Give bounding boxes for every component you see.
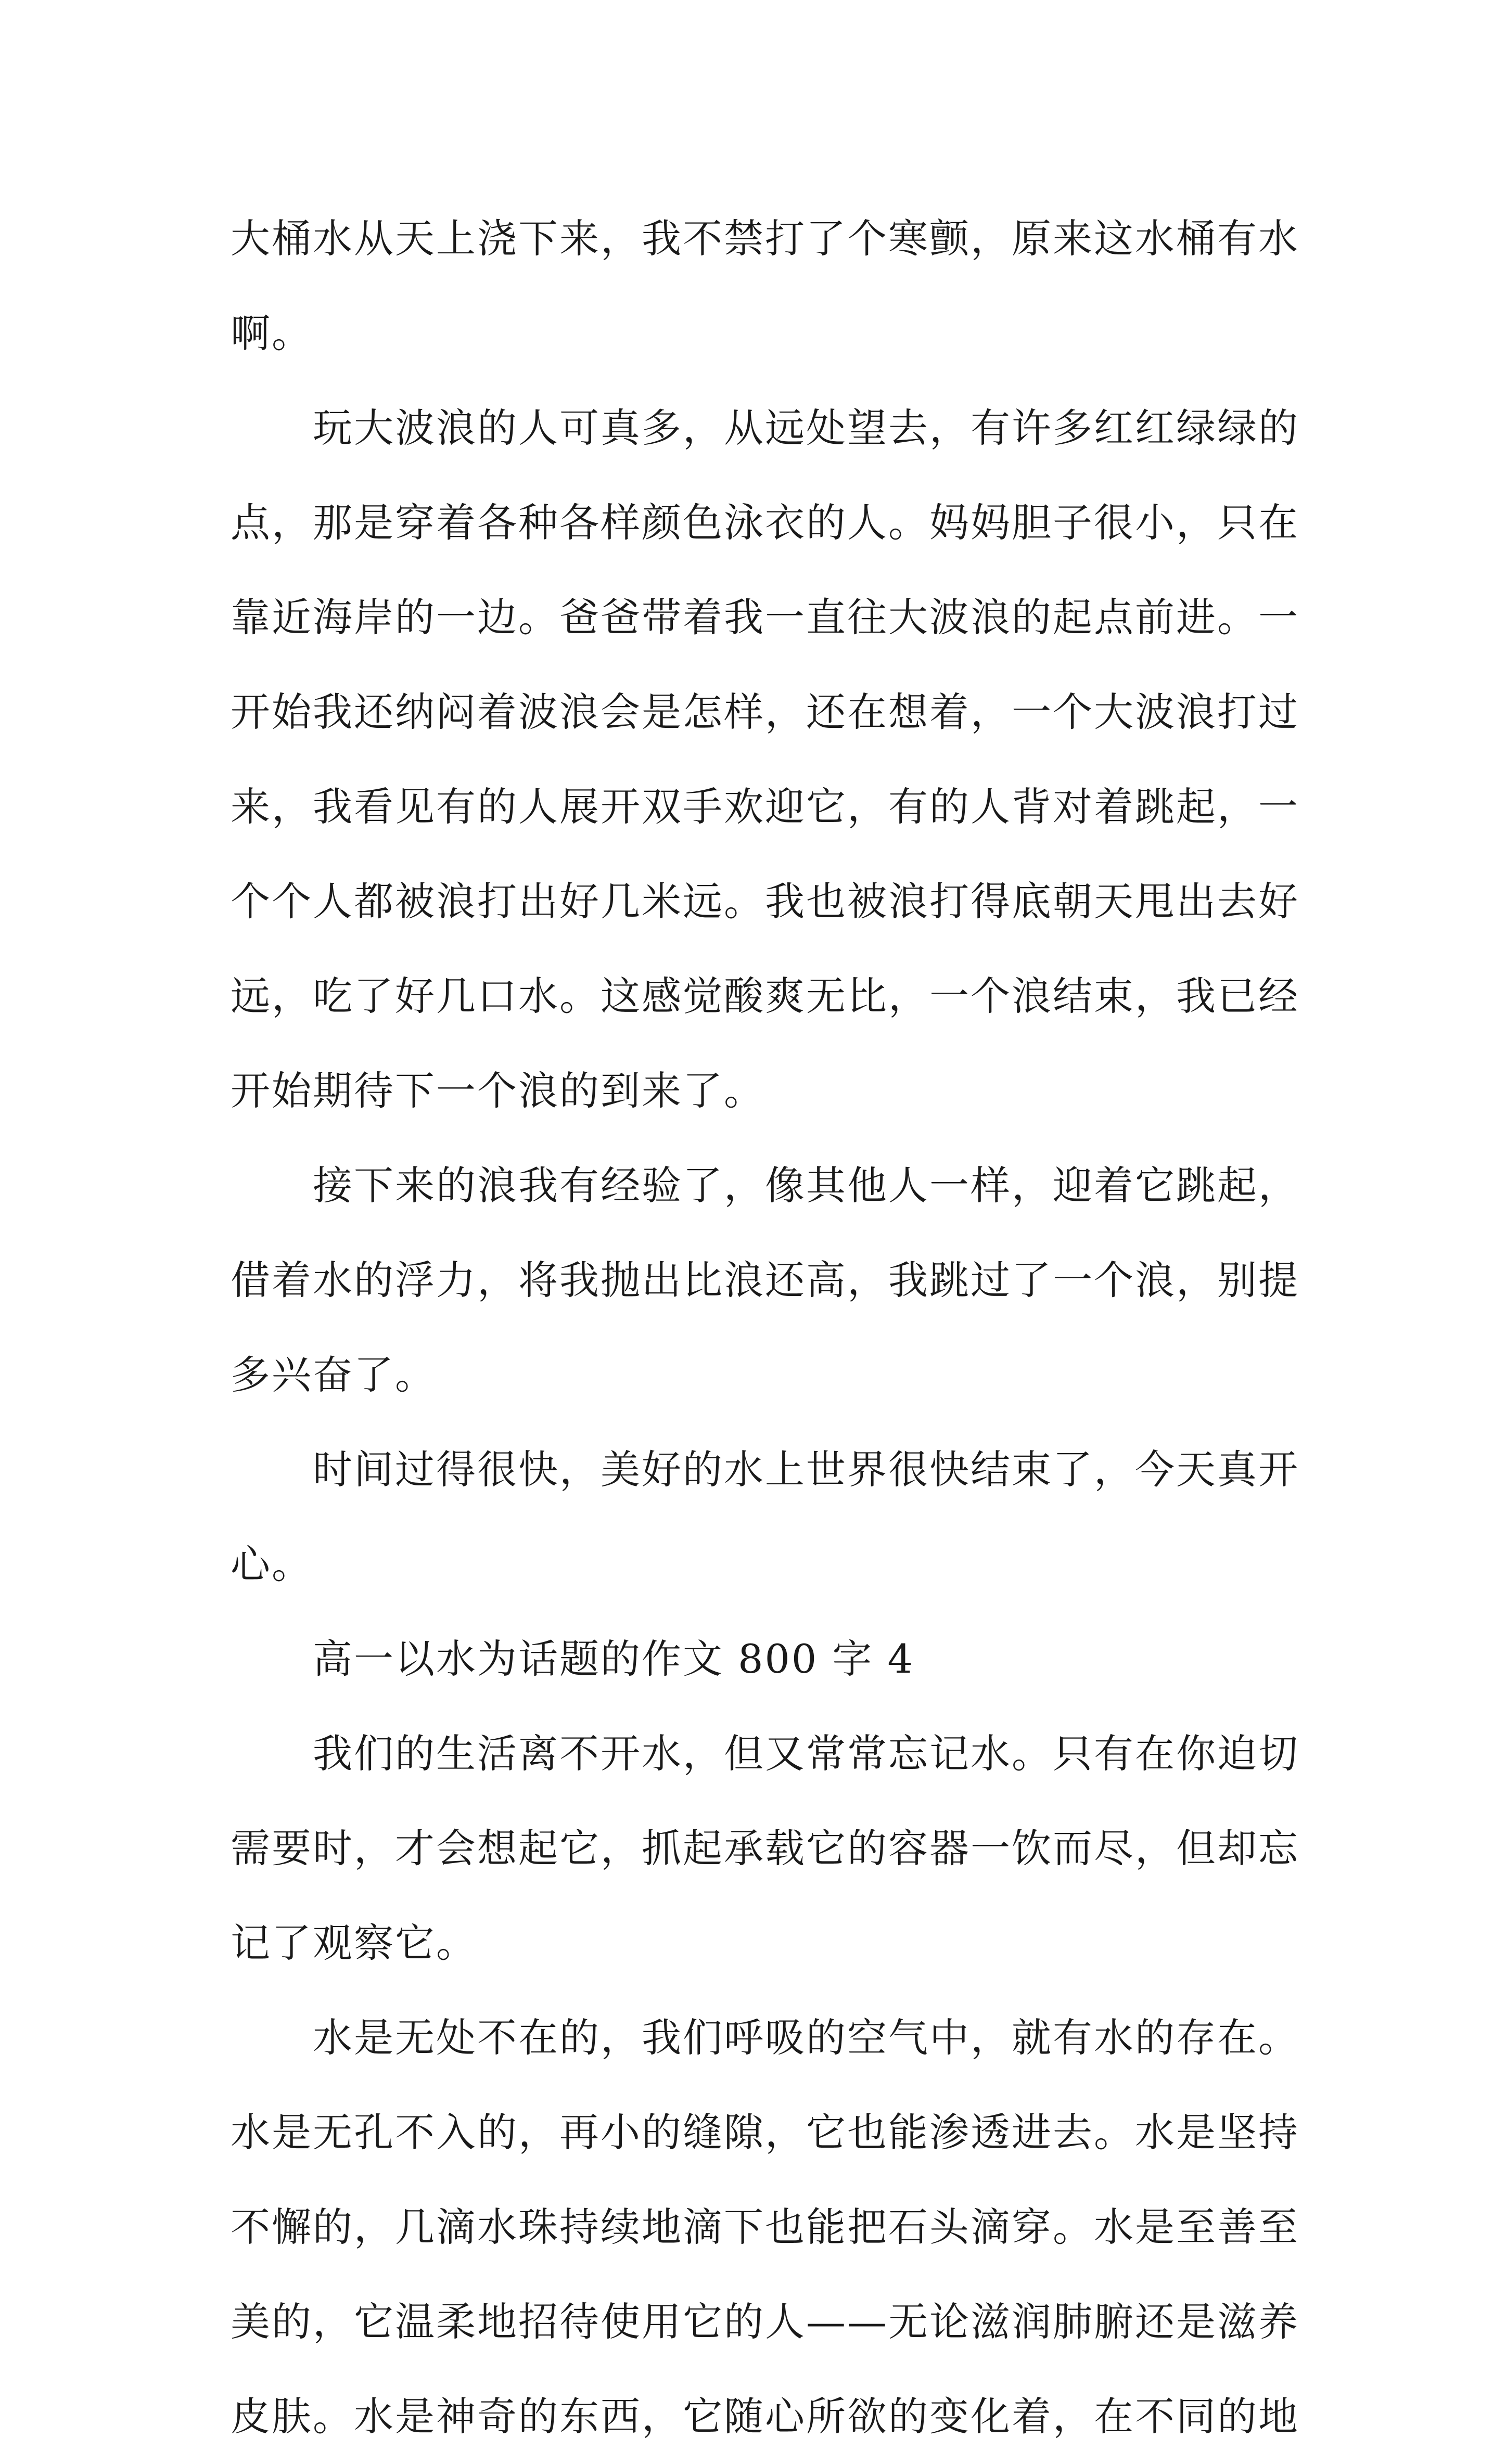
text-line: 点，那是穿着各种各样颜色泳衣的人。妈妈胆子很小，只在 (231, 499, 1299, 546)
text-line: 不懈的，几滴水珠持续地滴下也能把石头滴穿。水是至善至 (231, 2204, 1299, 2250)
text-line: 开始我还纳闷着波浪会是怎样，还在想着，一个大波浪打过 (231, 689, 1299, 735)
text-line: 借着水的浮力，将我抛出比浪还高，我跳过了一个浪，别提 (231, 1257, 1299, 1303)
text-line: 远，吃了好几口水。这感觉酸爽无比，一个浪结束，我已经 (231, 973, 1299, 1019)
text-line: 水是无孔不入的，再小的缝隙，它也能渗透进去。水是坚持 (231, 2109, 1299, 2155)
text-line: 啊。 (231, 310, 313, 356)
section-heading: 高一以水为话题的作文 800 字 4 (313, 1636, 914, 1682)
text-line: 皮肤。水是神奇的东西，它随心所欲的变化着，在不同的地 (231, 2393, 1299, 2440)
text-line: 记了观察它。 (231, 1920, 477, 1966)
document-body (231, 191, 1299, 2464)
text-line: 我们的生活离不开水，但又常常忘记水。只有在你迫切 (313, 1730, 1299, 1777)
text-line: 大桶水从天上浇下来，我不禁打了个寒颤，原来这水桶有水 (231, 215, 1299, 262)
text-line: 个个人都被浪打出好几米远。我也被浪打得底朝天甩出去好 (231, 878, 1299, 925)
text-line: 美的，它温柔地招待使用它的人——无论滋润肺腑还是滋养 (231, 2299, 1299, 2345)
text-line: 开始期待下一个浪的到来了。 (231, 1068, 765, 1114)
text-line: 心。 (231, 1541, 313, 1587)
text-line: 来，我看见有的人展开双手欢迎它，有的人背对着跳起，一 (231, 784, 1299, 830)
text-line: 玩大波浪的人可真多，从远处望去，有许多红红绿绿的 (313, 405, 1299, 451)
text-line: 接下来的浪我有经验了，像其他人一样，迎着它跳起， (313, 1162, 1299, 1209)
text-line: 时间过得很快，美好的水上世界很快结束了，今天真开 (313, 1446, 1299, 1493)
text-line: 水是无处不在的，我们呼吸的空气中，就有水的存在。 (313, 2014, 1299, 2061)
text-line: 靠近海岸的一边。爸爸带着我一直往大波浪的起点前进。一 (231, 594, 1299, 640)
text-line: 多兴奋了。 (231, 1352, 436, 1398)
text-line: 需要时，才会想起它，抓起承载它的容器一饮而尽，但却忘 (231, 1825, 1299, 1871)
